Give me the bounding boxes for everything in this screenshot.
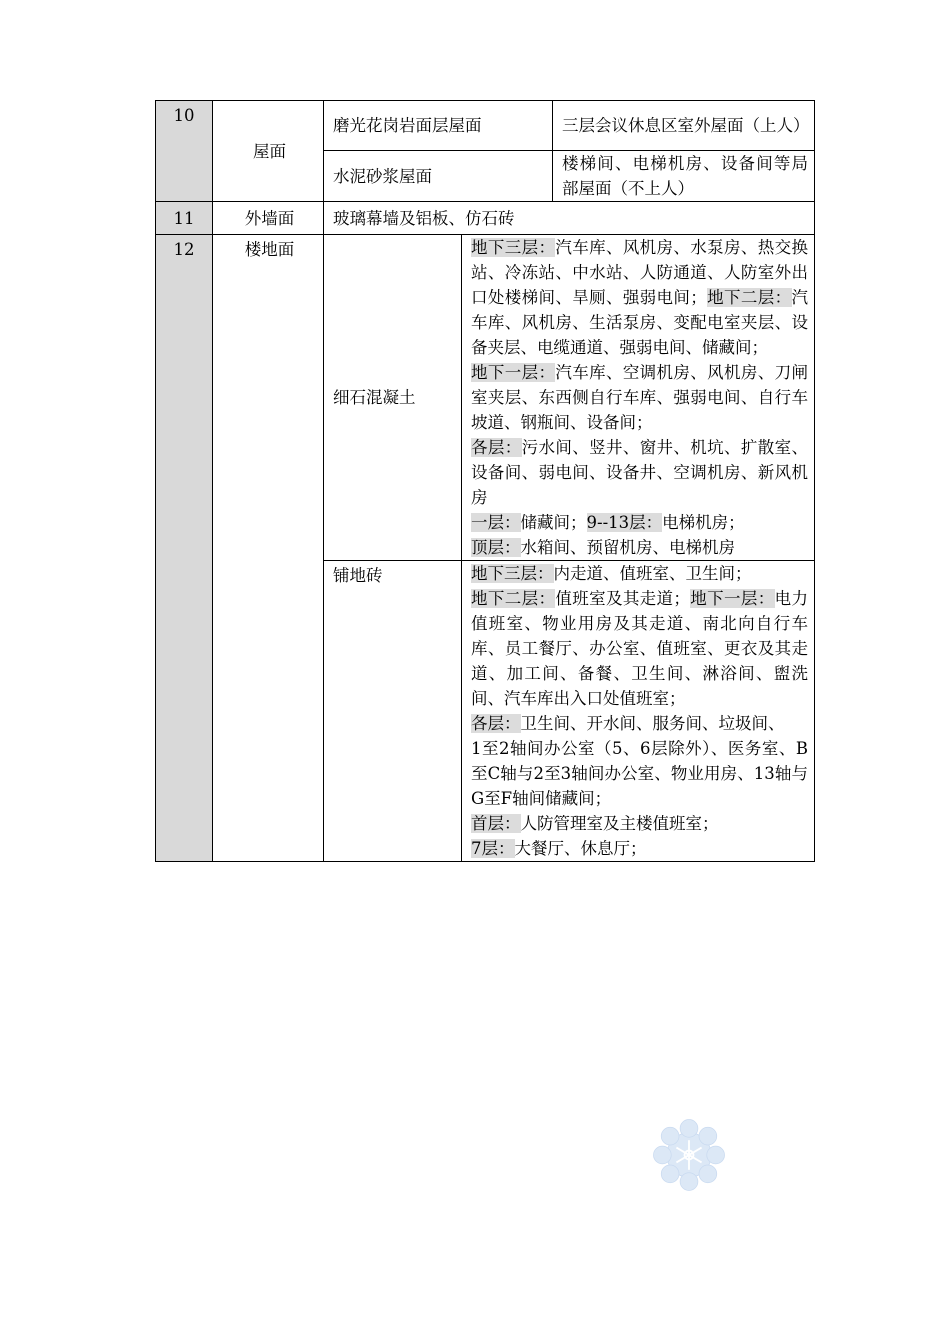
location-paragraph xyxy=(471,811,808,836)
material-cell: 磨光花岗岩面层屋面 xyxy=(324,101,553,151)
floor-label: 地下三层： xyxy=(471,238,556,257)
location-paragraph xyxy=(471,736,808,811)
table-row xyxy=(156,202,815,235)
floor-rooms: 汽车库、风机房、生活泵房、变配电室夹层、设备夹层、电缆通道、强弱电间、储藏间； xyxy=(471,288,809,357)
floor-rooms: 汽车库、风机房、水泵房、热交换站、冷冻站、中水站、人防通道、人防室外出口处楼梯间、旱厕、强弱电间； xyxy=(471,238,809,307)
floor-label: 地下一层： xyxy=(471,363,556,382)
location-paragraph xyxy=(471,435,808,510)
location-paragraph xyxy=(471,535,808,560)
location-paragraph xyxy=(471,235,808,360)
snowflake-emblem-icon xyxy=(652,1118,726,1192)
material-cell: 细石混凝土 xyxy=(324,235,462,561)
row-category: 外墙面 xyxy=(213,202,324,235)
row-number: 11 xyxy=(156,202,213,235)
location-paragraph xyxy=(471,510,808,535)
floor-label: 顶层： xyxy=(471,538,521,557)
floor-label: 7层： xyxy=(471,839,515,858)
floor-label: 地下二层： xyxy=(471,589,556,608)
floor-rooms: 内走道、值班室、卫生间； xyxy=(553,564,752,583)
floor-label: 一层： xyxy=(471,513,521,532)
specification-table xyxy=(155,100,815,862)
floor-rooms: 人防管理室及主楼值班室； xyxy=(520,814,719,833)
location-paragraph xyxy=(471,360,808,435)
floor-rooms: 大餐厅、休息厅； xyxy=(514,839,647,858)
floor-label: 地下二层： xyxy=(706,288,792,307)
floor-label: 9--13层： xyxy=(586,513,663,532)
location-paragraph xyxy=(471,711,808,736)
table-row xyxy=(156,235,815,561)
row-number: 10 xyxy=(156,101,213,202)
table-row xyxy=(156,101,815,151)
floor-rooms: 水箱间、预留机房、电梯机房 xyxy=(520,538,735,557)
location-cell: 三层会议休息区室外屋面（上人） xyxy=(553,101,815,151)
location-paragraph xyxy=(471,836,808,861)
floor-rooms: 1至2轴间办公室（5、6层除外）、医务室、B至C轴与2至3轴间办公室、物业用房、13轴与G至F轴间储藏间； xyxy=(471,739,808,808)
location-cell xyxy=(462,235,815,561)
floor-label: 地下一层： xyxy=(689,589,775,608)
floor-rooms: 卫生间、开水间、服务间、垃圾间、 xyxy=(520,714,785,733)
floor-rooms: 污水间、竖井、窗井、机坑、扩散室、设备间、弱电间、设备井、空调机房、新风机房 xyxy=(471,438,809,507)
floor-label: 各层： xyxy=(471,438,522,457)
floor-rooms: 电力值班室、物业用房及其走道、南北向自行车库、员工餐厅、办公室、值班室、更衣及其走道、加工间、备餐、卫生间、淋浴间、盥洗间、汽车库出入口处值班室； xyxy=(471,589,809,708)
floor-rooms: 电梯机房； xyxy=(662,513,745,532)
floor-rooms: 汽车库、空调机房、风机房、刀闸室夹层、东西侧自行车库、强弱电间、自行车坡道、钢瓶间、设备间； xyxy=(471,363,809,432)
floor-label: 各层： xyxy=(471,714,521,733)
floor-label: 地下三层： xyxy=(471,564,554,583)
material-cell: 水泥砂浆屋面 xyxy=(324,151,553,202)
location-paragraph xyxy=(471,586,808,711)
floor-rooms: 值班室及其走道； xyxy=(555,589,690,608)
location-paragraph xyxy=(471,561,808,586)
row-number: 12 xyxy=(156,235,213,862)
location-cell: 楼梯间、电梯机房、设备间等局部屋面（不上人） xyxy=(553,151,815,202)
material-cell: 铺地砖 xyxy=(324,561,462,862)
floor-rooms: 储藏间； xyxy=(520,513,587,532)
location-cell xyxy=(462,561,815,862)
row-category: 楼地面 xyxy=(213,235,324,862)
floor-label: 首层： xyxy=(471,814,521,833)
row-category: 屋面 xyxy=(213,101,324,202)
material-cell: 玻璃幕墙及铝板、仿石砖 xyxy=(324,202,815,235)
